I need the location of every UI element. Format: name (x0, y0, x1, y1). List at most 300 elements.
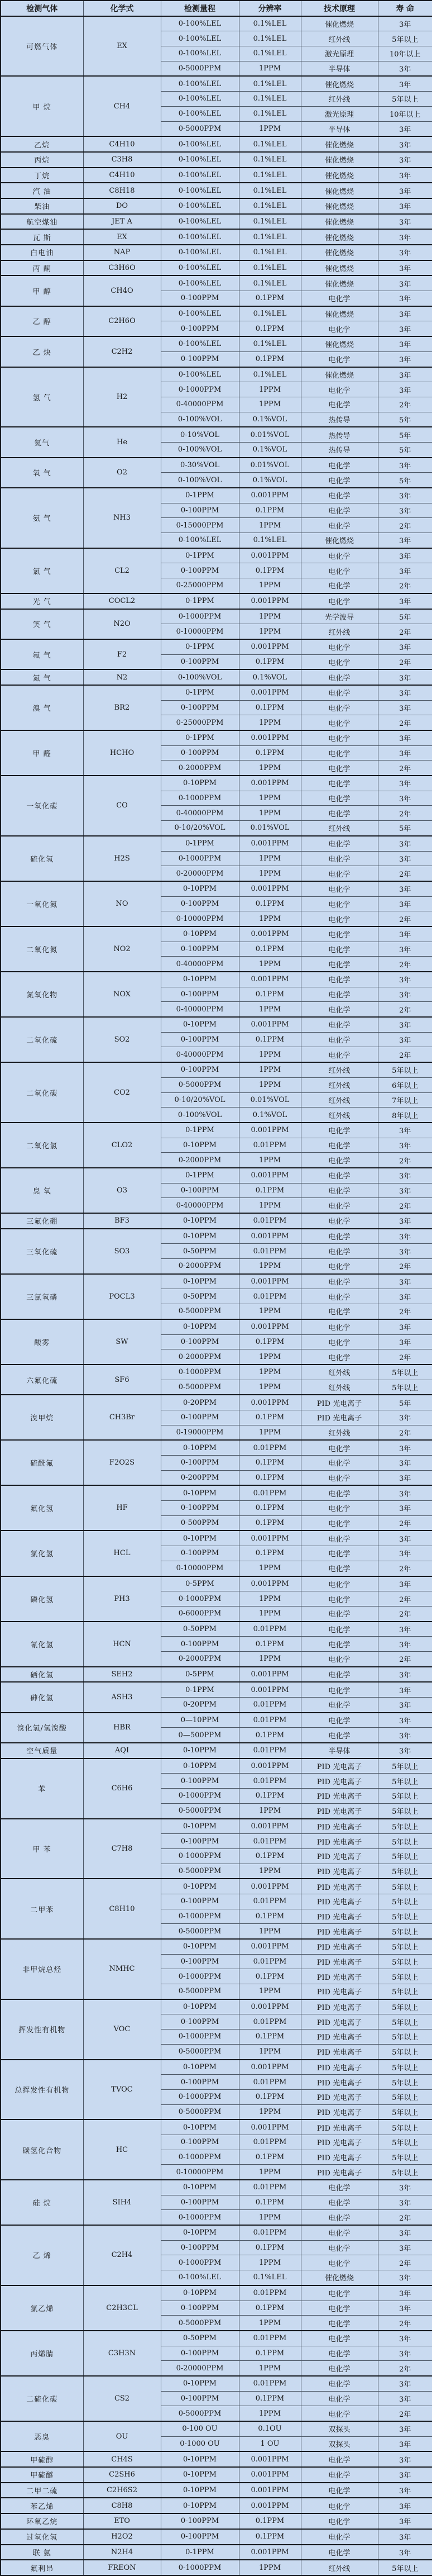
formula-cell: C3H8 (83, 152, 161, 168)
formula-cell: CH3Br (83, 1395, 161, 1440)
resolution-cell: 1 OU (239, 2436, 301, 2451)
resolution-cell: 0.1%VOL (239, 412, 301, 427)
principle-cell: 催化燃烧 (301, 183, 378, 198)
formula-cell: JET A (83, 214, 161, 230)
principle-cell: 催化燃烧 (301, 168, 378, 183)
range-cell: 0-100PPM (161, 942, 239, 957)
range-cell: 0-100PPM (161, 351, 239, 367)
gas-name-cell: 氮氧化物 (1, 972, 83, 1017)
range-cell: 0-100PPM (161, 1334, 239, 1349)
principle-cell: 电化学 (301, 2467, 378, 2483)
lifespan-cell: 3年 (378, 987, 432, 1002)
range-cell: 0-15000PPM (161, 518, 239, 533)
range-cell: 0-1000PPM (161, 2255, 239, 2270)
gas-name-cell: 一氧化碳 (1, 776, 83, 836)
formula-cell: C2H4 (83, 2225, 161, 2285)
range-cell: 0-10PPM (161, 776, 239, 791)
range-cell: 0-1PPM (161, 593, 239, 609)
principle-cell: 电化学 (301, 1667, 378, 1683)
range-cell: 0-100PPM (161, 1456, 239, 1471)
formula-cell: NH3 (83, 488, 161, 548)
resolution-cell: 0.01PPM (239, 1713, 301, 1728)
resolution-cell: 1PPM (239, 2165, 301, 2180)
lifespan-cell: 5年以上 (378, 2075, 432, 2090)
lifespan-cell: 3年 (378, 2240, 432, 2255)
lifespan-cell: 2年 (378, 1425, 432, 1440)
gas-name-cell: 三氯氧磷 (1, 1274, 83, 1319)
range-cell: 0-10/20%VOL (161, 1092, 239, 1108)
lifespan-cell: 3年 (378, 1183, 432, 1198)
principle-cell: 电化学 (301, 593, 378, 609)
formula-cell: CLO2 (83, 1123, 161, 1168)
range-cell: 0-100PPM (161, 1546, 239, 1561)
resolution-cell: 1PPM (239, 61, 301, 76)
principle-cell: 电化学 (301, 2483, 378, 2498)
formula-cell: CL2 (83, 548, 161, 593)
lifespan-cell: 5年以上 (378, 1954, 432, 1969)
resolution-cell: 1PPM (239, 1591, 301, 1607)
resolution-cell: 0.1PPM (239, 1546, 301, 1561)
gas-name-cell: 氢 气 (1, 367, 83, 427)
principle-cell: 电化学 (301, 957, 378, 972)
gas-name-cell: 氦气 (1, 427, 83, 457)
principle-cell: 电化学 (301, 2180, 378, 2195)
resolution-cell: 0.001PPM (239, 1168, 301, 1183)
lifespan-cell: 3年 (378, 321, 432, 336)
table-row (1, 1939, 432, 1954)
lifespan-cell: 3年 (378, 1244, 432, 1259)
range-cell: 0-10PPM (161, 1999, 239, 2014)
range-cell: 0-1PPM (161, 1168, 239, 1183)
lifespan-cell: 3年 (378, 1682, 432, 1697)
range-cell: 0-10PPM (161, 2225, 239, 2240)
range-cell: 0-100PPM (161, 896, 239, 911)
range-cell: 0-2000PPM (161, 761, 239, 776)
range-cell: 0-10PPM (161, 1485, 239, 1500)
formula-cell: CS2 (83, 2376, 161, 2421)
lifespan-cell: 5年以上 (378, 2060, 432, 2075)
formula-cell: H2O2 (83, 2529, 161, 2545)
principle-cell: 红外线 (301, 624, 378, 639)
resolution-cell: 1PPM (239, 397, 301, 412)
lifespan-cell: 2年 (378, 2210, 432, 2225)
range-cell: 0-50PPM (161, 2331, 239, 2346)
range-cell: 0-10PPM (161, 881, 239, 896)
resolution-cell: 0.001PPM (239, 730, 301, 745)
resolution-cell: 0.1PPM (239, 1637, 301, 1652)
lifespan-cell: 5年 (378, 427, 432, 442)
range-cell: 0-100%LEL (161, 275, 239, 291)
lifespan-cell: 3年 (378, 1456, 432, 1471)
principle-cell: PID 光电离子 (301, 1969, 378, 1984)
range-cell: 0-10PPM (161, 2180, 239, 2195)
range-cell: 0-100PPM (161, 1501, 239, 1516)
lifespan-cell: 5年以上 (378, 2165, 432, 2180)
range-cell: 0-100PPM (161, 745, 239, 761)
principle-cell: 催化燃烧 (301, 229, 378, 245)
table-row (1, 1017, 432, 1032)
range-cell: 0-10PPM (161, 972, 239, 987)
gas-name-cell: 非甲烷总烃 (1, 1939, 83, 1999)
principle-cell: 电化学 (301, 926, 378, 942)
range-cell: 0-1PPM (161, 488, 239, 503)
range-cell: 0-1000PPM (161, 851, 239, 866)
table-row (1, 1576, 432, 1591)
gas-name-cell: 二甲二硫 (1, 2483, 83, 2498)
resolution-cell: 1PPM (239, 2406, 301, 2421)
range-cell: 0-100PPM (161, 987, 239, 1002)
gas-name-cell: 丙烯腈 (1, 2331, 83, 2376)
lifespan-cell: 5年以上 (378, 1758, 432, 1774)
range-cell: 0-100%LEL (161, 16, 239, 31)
lifespan-cell: 3年 (378, 745, 432, 761)
lifespan-cell: 6年以上 (378, 1077, 432, 1092)
principle-cell: 电化学 (301, 669, 378, 685)
lifespan-cell: 3年 (378, 669, 432, 685)
resolution-cell: 0.1PPM (239, 654, 301, 669)
gas-name-cell: 二氧化碳 (1, 1062, 83, 1123)
lifespan-cell: 3年 (378, 1637, 432, 1652)
range-cell: 0-25000PPM (161, 715, 239, 730)
table-row (1, 1879, 432, 1894)
range-cell: 0-10%VOL (161, 427, 239, 442)
lifespan-cell: 10年以上 (378, 46, 432, 61)
principle-cell: PID 光电离子 (301, 1819, 378, 1834)
resolution-cell: 1PPM (239, 2044, 301, 2059)
resolution-cell: 0.01%VOL (239, 458, 301, 473)
range-cell: 0-100%LEL (161, 76, 239, 91)
table-row (1, 2060, 432, 2075)
resolution-cell: 0.1PPM (239, 1909, 301, 1924)
range-cell: 0-100%VOL (161, 473, 239, 488)
range-cell: 0-5000PPM (161, 1803, 239, 1818)
resolution-cell: 0.01PPM (239, 1244, 301, 1259)
lifespan-cell: 2年 (378, 1651, 432, 1666)
range-cell: 0-1000PPM (161, 1591, 239, 1607)
resolution-cell: 1PPM (239, 2361, 301, 2376)
range-cell: 0-1000PPM (161, 2030, 239, 2045)
range-cell: 0-40000PPM (161, 957, 239, 972)
resolution-cell: 1PPM (239, 1259, 301, 1274)
resolution-cell: 0.001PPM (239, 1879, 301, 1894)
principle-cell: PID 光电离子 (301, 2060, 378, 2075)
gas-name-cell: 恶臭 (1, 2421, 83, 2451)
resolution-cell: 1PPM (239, 1349, 301, 1365)
gas-name-cell: 苯乙烯 (1, 2498, 83, 2513)
lifespan-cell: 3年 (378, 2331, 432, 2346)
table-row (1, 1365, 432, 1380)
resolution-cell: 0.001PPM (239, 1758, 301, 1774)
lifespan-cell: 2年 (378, 2406, 432, 2421)
lifespan-cell: 3年 (378, 639, 432, 654)
lifespan-cell: 3年 (378, 1667, 432, 1683)
resolution-cell: 1PPM (239, 1561, 301, 1576)
principle-cell: 电化学 (301, 2361, 378, 2376)
principle-cell: 红外线 (301, 1077, 378, 1092)
range-cell: 0-100PPM (161, 2135, 239, 2150)
range-cell: 0-100%LEL (161, 136, 239, 152)
lifespan-cell: 5年 (378, 821, 432, 836)
gas-name-cell: 乙 醇 (1, 306, 83, 336)
principle-cell: 电化学 (301, 1576, 378, 1591)
range-cell: 0-100%LEL (161, 31, 239, 46)
formula-cell: C2H2 (83, 336, 161, 367)
lifespan-cell: 5年以上 (378, 1969, 432, 1984)
column-header-5: 寿 命 (378, 1, 432, 16)
lifespan-cell: 3年 (378, 791, 432, 806)
resolution-cell: 0.1PPM (239, 896, 301, 911)
range-cell: 0-100 OU (161, 2421, 239, 2436)
range-cell: 0-100%VOL (161, 442, 239, 457)
lifespan-cell: 3年 (378, 1032, 432, 1047)
lifespan-cell: 5年以上 (378, 2014, 432, 2030)
lifespan-cell: 5年以上 (378, 1864, 432, 1879)
resolution-cell: 0.001PPM (239, 926, 301, 942)
table-row (1, 1622, 432, 1637)
principle-cell: PID 光电离子 (301, 2150, 378, 2165)
resolution-cell: 0.01PPM (239, 2075, 301, 2090)
lifespan-cell: 3年 (378, 2421, 432, 2436)
principle-cell: 电化学 (301, 1032, 378, 1047)
table-row (1, 1062, 432, 1077)
principle-cell: 电化学 (301, 1651, 378, 1666)
range-cell: 0-20PPM (161, 1698, 239, 1713)
resolution-cell: 0.1PPM (239, 1515, 301, 1531)
formula-cell: ETO (83, 2513, 161, 2529)
principle-cell: PID 光电离子 (301, 2030, 378, 2045)
principle-cell: 电化学 (301, 1531, 378, 1546)
principle-cell: 电化学 (301, 942, 378, 957)
principle-cell: 电化学 (301, 836, 378, 851)
lifespan-cell: 5年以上 (378, 1848, 432, 1864)
range-cell: 0-5000PPM (161, 1924, 239, 1939)
range-cell: 0-1PPM (161, 1682, 239, 1697)
gas-name-cell: 二甲苯 (1, 1879, 83, 1939)
resolution-cell: 0.001PPM (239, 1819, 301, 1834)
formula-cell: CO (83, 776, 161, 836)
table-row (1, 136, 432, 152)
resolution-cell: 0.01PPM (239, 2376, 301, 2391)
principle-cell: 电化学 (301, 745, 378, 761)
resolution-cell: 0.1%LEL (239, 214, 301, 230)
range-cell: 0-10PPM (161, 2483, 239, 2498)
range-cell: 0-6000PPM (161, 1606, 239, 1621)
range-cell: 0-100PPM (161, 2529, 239, 2545)
gas-name-cell: 碳氢化合物 (1, 2119, 83, 2180)
lifespan-cell: 3年 (378, 2195, 432, 2210)
lifespan-cell: 3年 (378, 1274, 432, 1289)
resolution-cell: 0.1PPM (239, 1728, 301, 1743)
formula-cell: C8H10 (83, 1879, 161, 1939)
gas-name-cell: 空气质量 (1, 1743, 83, 1758)
resolution-cell: 0.001PPM (239, 2119, 301, 2135)
gas-name-cell: 磷化氢 (1, 1576, 83, 1622)
range-cell: 0-100%LEL (161, 306, 239, 321)
formula-cell: F2 (83, 639, 161, 669)
principle-cell: 电化学 (301, 578, 378, 593)
lifespan-cell: 3年 (378, 1440, 432, 1455)
column-header-3: 分辨率 (239, 1, 301, 16)
table-row (1, 1667, 432, 1683)
principle-cell: 电化学 (301, 1561, 378, 1576)
resolution-cell: 0.01PPM (239, 1743, 301, 1758)
lifespan-cell: 5年以上 (378, 1924, 432, 1939)
principle-cell: 电化学 (301, 2376, 378, 2391)
lifespan-cell: 3年 (378, 2498, 432, 2513)
range-cell: 0-100PPM (161, 1637, 239, 1652)
lifespan-cell: 5年以上 (378, 2030, 432, 2045)
range-cell: 0-40000PPM (161, 1047, 239, 1062)
range-cell: 0-40000PPM (161, 1198, 239, 1213)
range-cell: 0-1000PPM (161, 382, 239, 397)
range-cell: 0-2000PPM (161, 1349, 239, 1365)
range-cell: 0-100PPM (161, 2195, 239, 2210)
gas-name-cell: 氟 气 (1, 639, 83, 669)
lifespan-cell: 2年 (378, 1198, 432, 1213)
lifespan-cell: 2年 (378, 957, 432, 972)
lifespan-cell: 3年 (378, 168, 432, 183)
lifespan-cell: 5年以上 (378, 2150, 432, 2165)
resolution-cell: 0.01PPM (239, 1954, 301, 1969)
range-cell: 0-100%LEL (161, 46, 239, 61)
resolution-cell: 0.001PPM (239, 639, 301, 654)
gas-name-cell: 甲 醇 (1, 275, 83, 306)
resolution-cell: 1PPM (239, 806, 301, 821)
formula-cell: HBR (83, 1713, 161, 1743)
principle-cell: 光学波导 (301, 609, 378, 624)
principle-cell: 电化学 (301, 1002, 378, 1017)
lifespan-cell: 10年以上 (378, 106, 432, 121)
formula-cell: BR2 (83, 685, 161, 730)
principle-cell: 电化学 (301, 2285, 378, 2301)
range-cell: 0-1PPM (161, 2545, 239, 2560)
principle-cell: 电化学 (301, 2346, 378, 2361)
range-cell: 0-5000PPM (161, 2044, 239, 2059)
range-cell: 0-5PPM (161, 1667, 239, 1683)
principle-cell: 电化学 (301, 1606, 378, 1621)
range-cell: 0-1PPM (161, 639, 239, 654)
lifespan-cell: 3年 (378, 1168, 432, 1183)
lifespan-cell: 5年以上 (378, 1819, 432, 1834)
range-cell: 0-100PPM (161, 291, 239, 306)
principle-cell: 红外线 (301, 1425, 378, 1440)
gas-name-cell: 三氧化硫 (1, 1229, 83, 1274)
principle-cell: PID 光电离子 (301, 2165, 378, 2180)
range-cell: 0-5000PPM (161, 2104, 239, 2119)
resolution-cell: 0.1%LEL (239, 229, 301, 245)
lifespan-cell: 3年 (378, 2529, 432, 2545)
lifespan-cell: 3年 (378, 700, 432, 715)
gas-name-cell: 臭 氧 (1, 1168, 83, 1213)
lifespan-cell: 3年 (378, 972, 432, 987)
gas-name-cell: 乙烷 (1, 136, 83, 152)
resolution-cell: 1PPM (239, 2210, 301, 2225)
principle-cell: 电化学 (301, 1637, 378, 1652)
resolution-cell: 0.1PPM (239, 1848, 301, 1864)
resolution-cell: 0.01PPM (239, 1894, 301, 1909)
resolution-cell: 0.1%VOL (239, 442, 301, 457)
table-row (1, 730, 432, 745)
lifespan-cell: 3年 (378, 458, 432, 473)
lifespan-cell: 2年 (378, 1153, 432, 1168)
principle-cell: 电化学 (301, 1334, 378, 1349)
table-row (1, 1319, 432, 1334)
lifespan-cell: 5年 (378, 473, 432, 488)
range-cell: 0-100PPM (161, 1410, 239, 1425)
table-row (1, 336, 432, 351)
formula-cell: OU (83, 2421, 161, 2451)
principle-cell: 电化学 (301, 1319, 378, 1334)
table-row (1, 609, 432, 624)
range-cell: 0-100%LEL (161, 106, 239, 121)
principle-cell: PID 光电离子 (301, 2075, 378, 2090)
range-cell: 0-100%LEL (161, 229, 239, 245)
gas-name-cell: 氯化氢 (1, 1531, 83, 1576)
range-cell: 0-10PPM (161, 2451, 239, 2467)
formula-cell: NO2 (83, 926, 161, 972)
principle-cell: 催化燃烧 (301, 198, 378, 214)
table-row (1, 1758, 432, 1774)
column-header-0: 检测气体 (1, 1, 83, 16)
table-row (1, 245, 432, 260)
resolution-cell: 0.1PPM (239, 2529, 301, 2545)
resolution-cell: 0.1%VOL (239, 669, 301, 685)
lifespan-cell: 2年 (378, 578, 432, 593)
resolution-cell: 0.001PPM (239, 1531, 301, 1546)
lifespan-cell: 3年 (378, 730, 432, 745)
resolution-cell: 0.001PPM (239, 685, 301, 700)
resolution-cell: 0.1PPM (239, 2391, 301, 2406)
table-row (1, 458, 432, 473)
formula-cell: C8H8 (83, 2498, 161, 2513)
table-row (1, 639, 432, 654)
lifespan-cell: 3年 (378, 2285, 432, 2301)
range-cell: 0-100%LEL (161, 92, 239, 107)
gas-name-cell: 汽 油 (1, 183, 83, 198)
table-row (1, 2331, 432, 2346)
resolution-cell: 0.001PPM (239, 548, 301, 563)
lifespan-cell: 3年 (378, 260, 432, 276)
table-row (1, 593, 432, 609)
lifespan-cell: 3年 (378, 881, 432, 896)
resolution-cell: 0.1OU (239, 2421, 301, 2436)
lifespan-cell: 5年以上 (378, 1894, 432, 1909)
lifespan-cell: 3年 (378, 2376, 432, 2391)
resolution-cell: 1PPM (239, 1924, 301, 1939)
resolution-cell: 0.1%LEL (239, 275, 301, 291)
lifespan-cell: 3年 (378, 2225, 432, 2240)
range-cell: 0-100PPM (161, 321, 239, 336)
lifespan-cell: 3年 (378, 1334, 432, 1349)
lifespan-cell: 3年 (378, 198, 432, 214)
principle-cell: 电化学 (301, 2240, 378, 2255)
resolution-cell: 1PPM (239, 715, 301, 730)
range-cell: 0-100%LEL (161, 152, 239, 168)
principle-cell: 电化学 (301, 987, 378, 1002)
principle-cell: 电化学 (301, 730, 378, 745)
gas-name-cell: 一氧化氮 (1, 881, 83, 926)
range-cell: 0-25000PPM (161, 578, 239, 593)
range-cell: 0-10PPM (161, 1274, 239, 1289)
formula-cell: EX (83, 229, 161, 245)
resolution-cell: 0.01PPM (239, 2225, 301, 2240)
column-header-1: 化学式 (83, 1, 161, 16)
table-row (1, 2225, 432, 2240)
range-cell: 0-10PPM (161, 1531, 239, 1546)
principle-cell: PID 光电离子 (301, 1834, 378, 1849)
range-cell: 0-10000PPM (161, 911, 239, 926)
table-row (1, 1168, 432, 1183)
